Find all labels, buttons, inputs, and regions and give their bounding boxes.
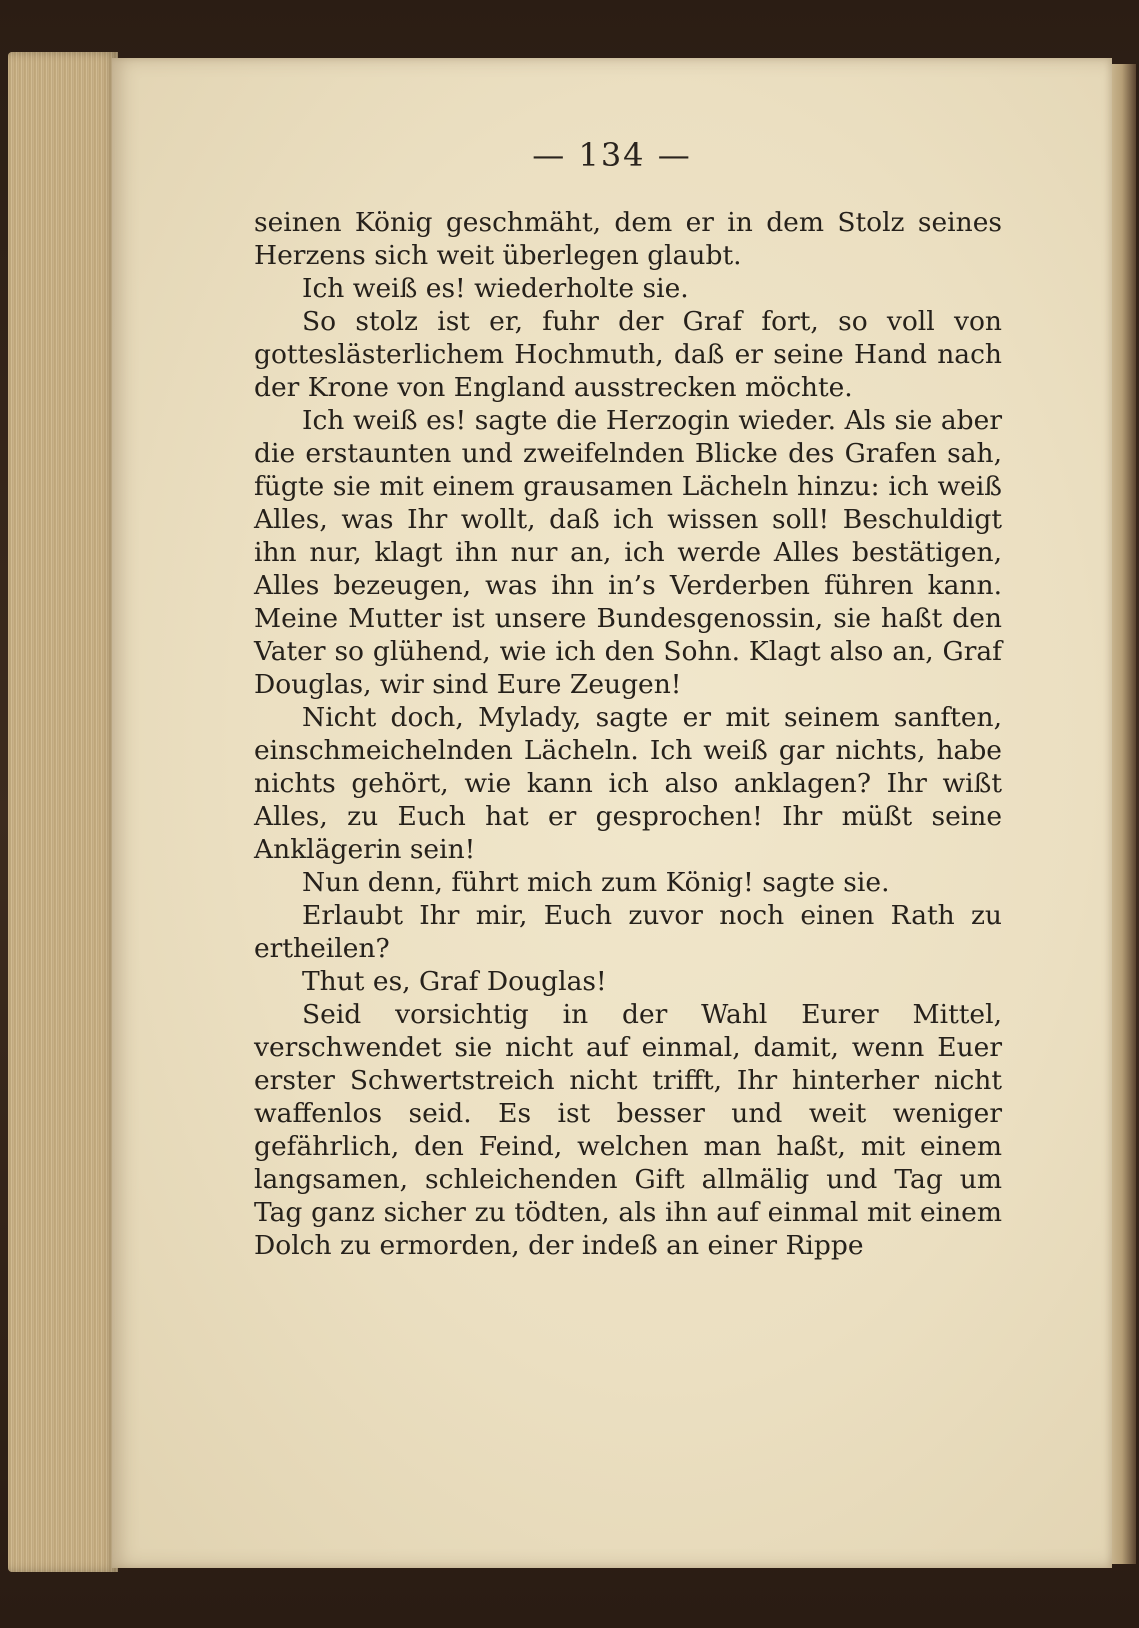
paragraph: Ich weiß es! sagte die Herzogin wieder. Als sie aber die erstaunten und zweifelnden Blicke des Grafen sah, fügte sie mit einem grausamen Lächeln hinzu: ich weiß Alles, was Ihr wollt, daß ich wissen soll! Beschuldigt ihn nur, klagt ihn nur an, ich werde Alles bestätigen, Alles bezeugen, was ihn in’s Verderben führen kann. Meine Mutter ist unsere Bundesgenossin, sie haßt den Vater so glühend, wie ich den Sohn. Klagt also an, Graf Douglas, wir sind Eure Zeugen!	[254, 405, 1002, 700]
paragraph: Seid vorsichtig in der Wahl Eurer Mittel, verschwendet sie nicht auf einmal, damit, wenn Euer erster Schwertstreich nicht trifft, Ihr hinterher nicht waffenlos seid. Es ist besser und weit weniger gefährlich, den Feind, welchen man haßt, mit einem langsamen, schleichenden Gift allmälig und Tag um Tag ganz sicher zu tödten, als ihn auf einmal mit einem Dolch zu ermorden, der indeß an einer Rippe	[254, 999, 1002, 1261]
page-number: — 134 —	[532, 136, 692, 174]
book-page	[112, 58, 1112, 1568]
page-edges	[8, 52, 118, 1572]
paragraph: Erlaubt Ihr mir, Euch zuvor noch einen Rath zu ertheilen?	[254, 900, 1002, 964]
paragraph: seinen König geschmäht, dem er in dem Stolz seines Herzens sich weit überlegen glaubt.	[254, 207, 1002, 271]
paragraph: Nun denn, führt mich zum König! sagte sie.	[302, 867, 890, 898]
right-page-edge	[1108, 64, 1136, 1564]
paragraph: So stolz ist er, fuhr der Graf fort, so voll von gotteslästerlichem Hochmuth, daß er seine Hand nach der Krone von England ausstrecken möchte.	[254, 306, 1002, 403]
paragraph: Thut es, Graf Douglas!	[302, 966, 607, 997]
body-text	[254, 206, 1002, 1262]
paragraph: Nicht doch, Mylady, sagte er mit seinem sanften, einschmeichelnden Lächeln. Ich weiß gar nichts, habe nichts gehört, wie kann ich also anklagen? Ihr wißt Alles, zu Euch hat er gesprochen! Ihr müßt seine Anklägerin sein!	[254, 702, 1002, 865]
paragraph: Ich weiß es! wiederholte sie.	[302, 273, 689, 304]
